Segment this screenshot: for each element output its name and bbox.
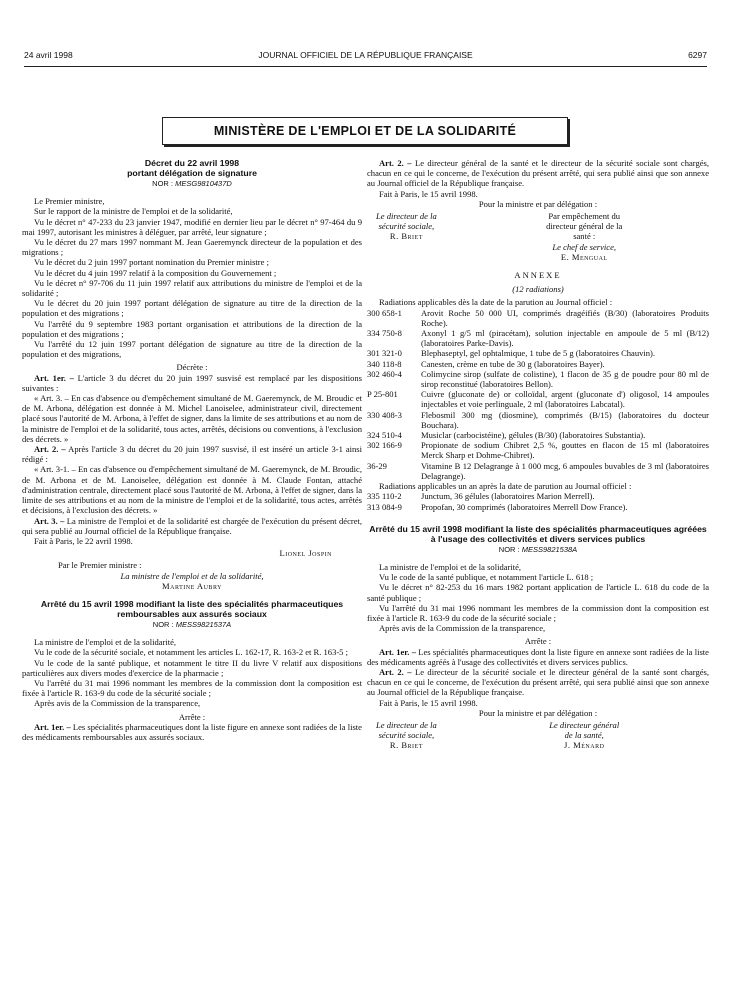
nor-label: NOR : bbox=[498, 544, 520, 554]
radiation-list-2 bbox=[367, 491, 709, 511]
radiation-text: Canesten, crème en tube de 30 g (laboratoires Bayer). bbox=[421, 358, 605, 369]
nor-code: MESS9821537A bbox=[175, 619, 232, 629]
decret-quote-art3: « Art. 3. – En cas d'absence ou d'empêchement simultané de M. Gaeremynck, de M. Broudic et de M. Arbona, délégation est donnée à M. Michel Lanoiselee, administrateur civil, directement placé sous l'autorité de M. Arbona, à l'effet de signer, dans la limite de ses attributions et au nom de la ministre de l'emploi et de la solidarité, tous actes, arrêtés, décisions ou conventions, à l'exclusion des décrets. » bbox=[22, 393, 362, 444]
radiation-text: Propofan, 30 comprimés (laboratoires Merrell Dow France). bbox=[421, 501, 628, 512]
signature-right bbox=[545, 720, 709, 751]
arrete2-signatures bbox=[367, 720, 709, 751]
nor-label: NOR : bbox=[152, 619, 174, 629]
article-text: Le directeur de la sécurité sociale et le directeur général de la santé sont chargés, chacun en ce qui le concerne, de l'exécution du présent arrêté, qui sera publié ainsi que son annexe au Journal officiel de la République française. bbox=[367, 666, 710, 698]
article-text: Après l'article 3 du décret du 20 juin 1997 susvisé, il est inséré un article 3-1 ainsi rédigé : bbox=[22, 444, 362, 465]
arrete2-para: Après avis de la Commission de la transparence, bbox=[379, 623, 546, 634]
radiation-list bbox=[367, 308, 709, 481]
decret-article-3 bbox=[22, 516, 362, 536]
radiation-text: Junctum, 36 gélules (laboratoires Marion Merrell). bbox=[421, 491, 595, 502]
signature-name: R. Briet bbox=[389, 740, 423, 751]
radiation-code: 334 750-8 bbox=[367, 328, 402, 339]
article-label: Art. 2. – bbox=[34, 444, 66, 455]
radiation-text: Axonyl 1 g/5 ml (piracétam), solution injectable en ampoule de 5 ml (B/12) (laboratoires Parke-Davis). bbox=[421, 328, 709, 349]
article-label: Art. 1er. – bbox=[34, 372, 74, 383]
signature-subtitle: Le chef de service, bbox=[552, 241, 617, 252]
article-text: Les spécialités pharmaceutiques dont la liste figure en annexe sont radiées de la liste des médicaments remboursables aux assurés sociaux. bbox=[22, 721, 362, 742]
arrete2-para: Vu le code de la santé publique, et notamment l'article L. 618 ; bbox=[379, 572, 594, 583]
arrete1-article-1 bbox=[22, 722, 362, 742]
article-text: L'article 3 du décret du 20 juin 1997 susvisé est remplacé par les dispositions suivantes : bbox=[22, 372, 362, 393]
radiation-code: 300 658-1 bbox=[367, 307, 402, 318]
decret-para: Vu l'arrêté du 12 juin 1997 portant délégation de signature au titre de la direction de la population et des migrations, bbox=[22, 339, 362, 360]
left-column bbox=[22, 158, 362, 984]
header-rule bbox=[24, 66, 707, 67]
header-date: 24 avril 1998 bbox=[24, 50, 73, 60]
radiation-code: 36-29 bbox=[367, 460, 387, 471]
arrete2-article-2 bbox=[367, 667, 709, 698]
annexe-count: (12 radiations) bbox=[512, 284, 564, 295]
arrete1-article-2 bbox=[367, 158, 709, 189]
decret-para: Vu le décret du 2 juin 1997 portant nomination du Premier ministre ; bbox=[34, 257, 269, 268]
decret-signer: Lionel Jospin bbox=[279, 548, 332, 559]
radiation-text: Arovit Roche 50 000 UI, comprimés dragéifiés (B/30) (laboratoires Produits Roche). bbox=[421, 307, 709, 328]
decret-article-1 bbox=[22, 373, 362, 393]
decret-article-2 bbox=[22, 444, 362, 464]
arrete1-para: Vu le code de la sécurité sociale, et notamment les articles L. 162-17, R. 163-2 et R. 163-5 ; bbox=[34, 647, 348, 658]
article-text: Le directeur général de la santé et le directeur de la sécurité sociale sont chargés, chacun en ce qui le concerne, de l'exécution du présent arrêté, qui sera publié ainsi que son annexe au Journal officiel de la République française. bbox=[367, 158, 710, 189]
arrete1-nor bbox=[22, 620, 362, 630]
radiation-code: 324 510-4 bbox=[367, 430, 402, 441]
decret-fait: Fait à Paris, le 22 avril 1998. bbox=[34, 535, 133, 546]
radiation-text: Cuivre (gluconate de) or colloïdal, argent (gluconate d') oligosol, 14 ampoules injectables et voie perlinguale, 2 ml (laboratoires Labcatal). bbox=[421, 389, 709, 410]
signature-title: Le directeur de la sécurité sociale, bbox=[376, 211, 437, 232]
arrete1-title: Arrêté du 15 avril 1998 modifiant la liste des spécialités pharmaceutiques remboursables aux assurés sociaux bbox=[40, 598, 344, 619]
article-text: Les spécialités pharmaceutiques dont la liste figure en annexe sont radiées de la liste des médicaments agréés à l'usage des collectivités et divers services publics. bbox=[367, 646, 709, 667]
decret-para: Vu le décret n° 97-706 du 11 juin 1997 relatif aux attributions du ministre de l'emploi et de la solidarité ; bbox=[22, 277, 362, 299]
radiation-text: Colimycine sirop (sulfate de colistine), 1 flacon de 35 g de poudre pour 80 ml de sirop reconstitué (laboratoires Bellon). bbox=[421, 368, 709, 390]
decrete-heading: Décrète : bbox=[176, 362, 208, 373]
article-label: Art. 3. – bbox=[34, 515, 65, 526]
arrete2-para: La ministre de l'emploi et de la solidarité, bbox=[379, 561, 522, 572]
arrete2-heading: Arrête : bbox=[524, 636, 552, 647]
annexe-heading: ANNEXE bbox=[514, 270, 562, 281]
article-label: Art. 1er. – bbox=[379, 646, 416, 657]
decret-ministre-title: La ministre de l'emploi et de la solidarité, bbox=[120, 570, 264, 581]
nor-code: MESS9821538A bbox=[521, 544, 578, 554]
signature-title: Le directeur général de la santé, bbox=[549, 719, 620, 741]
decret-ministre-name: Martine Aubry bbox=[162, 580, 222, 591]
radiation-text: Propionate de sodium Chibret 2,5 %, gouttes en flacon de 15 ml (laboratoires Merck Sharp et Dohme-Chibret). bbox=[421, 440, 709, 461]
article-label: Art. 1er. – bbox=[34, 721, 71, 732]
radiation-code: 302 460-4 bbox=[367, 368, 402, 379]
arrete1-fait: Fait à Paris, le 15 avril 1998. bbox=[379, 188, 478, 199]
decret-para: Vu l'arrêté du 9 septembre 1983 portant organisation et attributions de la direction de la population et des migrations ; bbox=[22, 318, 362, 339]
arrete1-para: Vu le code de la santé publique, et notamment le titre II du livre V relatif aux dispositions particulières aux divers modes d'exercice de la pharmacie ; bbox=[22, 657, 362, 678]
signature-title: Par empêchement du directeur général de la santé : bbox=[546, 211, 623, 242]
arrete2-fait: Fait à Paris, le 15 avril 1998. bbox=[379, 697, 478, 708]
decret-para: Le Premier ministre, bbox=[34, 196, 105, 207]
arrete2-para: Vu l'arrêté du 31 mai 1996 nommant les membres de la commission dont la composition est fixée à l'article R. 163-9 du code de la sécurité sociale ; bbox=[367, 602, 709, 623]
decret-para: Vu le décret du 20 juin 1997 portant délégation de signature au titre de la direction de la population et des migrations ; bbox=[22, 298, 362, 319]
radiation-code: 340 118-8 bbox=[367, 358, 402, 369]
radiation-text: Flebosmil 300 mg (diosmine), comprimés (B/15) (laboratoires du docteur Bouchara). bbox=[421, 409, 709, 430]
arrete2-nor bbox=[367, 545, 709, 555]
nor-code: MESG9810437D bbox=[175, 179, 232, 188]
arrete2-title: Arrêté du 15 avril 1998 modifiant la liste des spécialités pharmaceutiques agréées à l'usage des collectivités et divers services publics bbox=[369, 523, 707, 544]
arrete1-signatures bbox=[367, 211, 709, 262]
arrete1-para: Vu l'arrêté du 31 mai 1996 nommant les membres de la commission dont la composition est fixée à l'article R. 163-9 du code de la sécurité sociale ; bbox=[22, 677, 362, 699]
radiation-intro: Radiations applicables dès la date de la parution au Journal officiel : bbox=[379, 297, 613, 308]
decret-para: Vu le décret du 4 juin 1997 relatif à la composition du Gouvernement ; bbox=[34, 267, 277, 278]
ministry-banner: MINISTÈRE DE L'EMPLOI ET DE LA SOLIDARITÉ bbox=[162, 117, 568, 145]
radiation-code: 335 110-2 bbox=[367, 491, 402, 502]
right-column bbox=[367, 158, 709, 984]
radiation-text: Musiclar (carbocistéine), gélules (B/30) (laboratoires Substantia). bbox=[421, 430, 646, 441]
header-journal-title: JOURNAL OFFICIEL DE LA RÉPUBLIQUE FRANÇAISE bbox=[258, 50, 473, 60]
arrete2-pour: Pour la ministre et par délégation : bbox=[478, 707, 598, 718]
signature-title: Le directeur de la sécurité sociale, bbox=[376, 719, 437, 741]
radiation-intro-2: Radiations applicables un an après la date de parution au Journal officiel : bbox=[379, 481, 632, 492]
decret-para: Vu le décret du 27 mars 1997 nommant M. Jean Gaeremynck directeur de la population et des migrations ; bbox=[22, 237, 362, 258]
article-label: Art. 2. – bbox=[379, 666, 412, 677]
radiation-text: Blephaseptyl, gel ophtalmique, 1 tube de 5 g (laboratoires Chauvin). bbox=[421, 348, 656, 359]
radiation-code: 313 084-9 bbox=[367, 501, 402, 512]
arrete1-heading: Arrête : bbox=[178, 711, 206, 722]
nor-label: NOR : bbox=[152, 179, 174, 188]
decret-subtitle: portant délégation de signature bbox=[127, 168, 257, 178]
article-text: La ministre de l'emploi et de la solidarité est chargée de l'exécution du présent décret, qui sera publié au Journal officiel de la République française. bbox=[22, 515, 363, 536]
page-header bbox=[24, 50, 707, 66]
arrete2-article-1 bbox=[367, 647, 709, 667]
radiation-code: 301 321-0 bbox=[367, 348, 402, 359]
decret-title: Décret du 22 avril 1998 bbox=[144, 158, 240, 168]
decret-para: Vu le décret n° 47-233 du 23 janvier 1947, modifié en dernier lieu par le décret n° 97-464 du 9 mai 1997, autorisant les ministres à déléguer, par arrêté, leur signature ; bbox=[22, 216, 362, 237]
arrete2-para: Vu le décret n° 82-253 du 16 mars 1982 portant application de l'article L. 618 du code de la santé publique ; bbox=[367, 582, 709, 603]
decret-nor bbox=[22, 179, 362, 189]
decret-quote-art3-1: « Art. 3-1. – En cas d'absence ou d'empêchement simultané de M. Gaeremynck, de M. Broudic, de M. Arbona et de M. Lanoiselee, délégation est donnée à M. Claude Fontan, attaché d'administration centrale, directement placé sous l'autorité de M. Arbona, à l'effet de signer, dans la limite de ses attributions et au nom de la ministre de l'emploi et de la solidarité, tous actes, arrêtés et décisions, à l'exclusion des décrets. » bbox=[22, 464, 362, 516]
radiation-code: P 25-801 bbox=[367, 389, 398, 400]
arrete1-para: La ministre de l'emploi et de la solidarité, bbox=[34, 637, 177, 648]
signature-left bbox=[367, 211, 531, 262]
decret-para: Sur le rapport de la ministre de l'emploi et de la solidarité, bbox=[34, 206, 233, 217]
signature-right bbox=[545, 211, 709, 262]
article-label: Art. 2. – bbox=[379, 158, 412, 168]
decret-par-pm: Par le Premier ministre : bbox=[58, 560, 142, 571]
radiation-code: 330 408-3 bbox=[367, 409, 402, 420]
radiation-text: Vitamine B 12 Delagrange à 1 000 mcg, 6 ampoules buvables de 3 ml (laboratoires Delagrange). bbox=[421, 460, 709, 481]
header-page-number: 6297 bbox=[688, 50, 707, 60]
arrete1-para: Après avis de la Commission de la transparence, bbox=[34, 698, 201, 709]
signature-name: R. Briet bbox=[389, 231, 423, 242]
signature-name: E. Mengual bbox=[560, 251, 608, 262]
arrete1-pour: Pour la ministre et par délégation : bbox=[478, 198, 598, 209]
signature-left bbox=[367, 720, 531, 751]
radiation-code: 302 166-9 bbox=[367, 440, 402, 451]
signature-name: J. Ménard bbox=[564, 740, 605, 751]
